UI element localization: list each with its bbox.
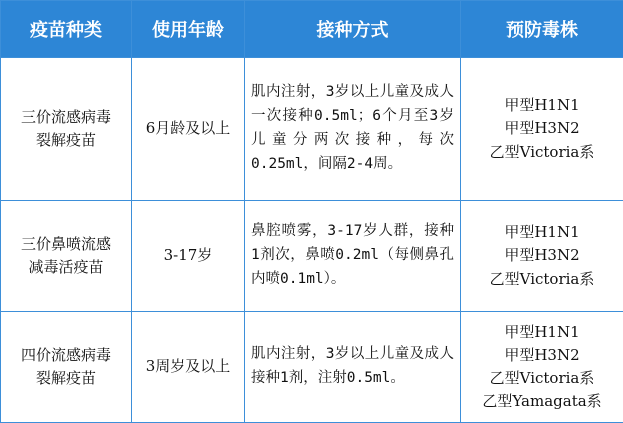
age-cell: 6月龄及以上	[132, 58, 245, 201]
header-vaccine-type: 疫苗种类	[1, 1, 132, 58]
strain-item: 甲型H1N1	[504, 322, 580, 341]
vaccine-name-line: 三价流感病毒	[20, 107, 111, 126]
header-method: 接种方式	[245, 1, 461, 58]
strains-cell	[461, 58, 623, 201]
header-age: 使用年龄	[132, 1, 245, 58]
method-cell: 肌内注射，3岁以上儿童及成人一次接种0.5ml；6个月至3岁儿童分两次接种，每次0.25ml，间隔2-4周。	[245, 58, 461, 201]
vaccine-name-line: 裂解疫苗	[35, 369, 96, 387]
strain-item: 甲型H3N2	[504, 246, 580, 265]
strain-item: 甲型H3N2	[504, 119, 580, 138]
vaccine-name-line: 三价鼻喷流感	[20, 234, 111, 253]
age-cell: 3-17岁	[132, 201, 245, 312]
strain-item: 乙型Victoria系	[489, 142, 595, 161]
vaccine-name-line: 四价流感病毒	[20, 345, 111, 364]
strain-item: 甲型H1N1	[504, 223, 580, 242]
vaccine-name-cell	[1, 58, 132, 201]
strain-item: 甲型H3N2	[504, 345, 580, 364]
strain-item: 乙型Victoria系	[489, 369, 595, 387]
table-header-row	[1, 1, 623, 58]
method-cell: 肌内注射，3岁以上儿童及成人接种1剂，注射0.5ml。	[245, 312, 461, 423]
method-cell: 鼻腔喷雾，3-17岁人群，接种1剂次，鼻喷0.2ml（每侧鼻孔内喷0.1ml）。	[245, 201, 461, 312]
strain-item: 乙型Yamagata系	[482, 392, 602, 411]
table-row	[1, 58, 623, 201]
header-strains: 预防毒株	[461, 1, 623, 58]
age-cell: 3周岁及以上	[132, 312, 245, 423]
strain-item: 甲型H1N1	[504, 96, 580, 115]
strain-item: 乙型Victoria系	[489, 269, 595, 288]
vaccine-name-cell	[1, 312, 132, 423]
table-row	[1, 312, 623, 423]
vaccine-name-line: 裂解疫苗	[35, 131, 96, 149]
table-row	[1, 201, 623, 312]
strains-cell	[461, 201, 623, 312]
vaccine-name-cell	[1, 201, 132, 312]
strains-cell	[461, 312, 623, 423]
vaccine-name-line: 减毒活疫苗	[28, 258, 104, 276]
